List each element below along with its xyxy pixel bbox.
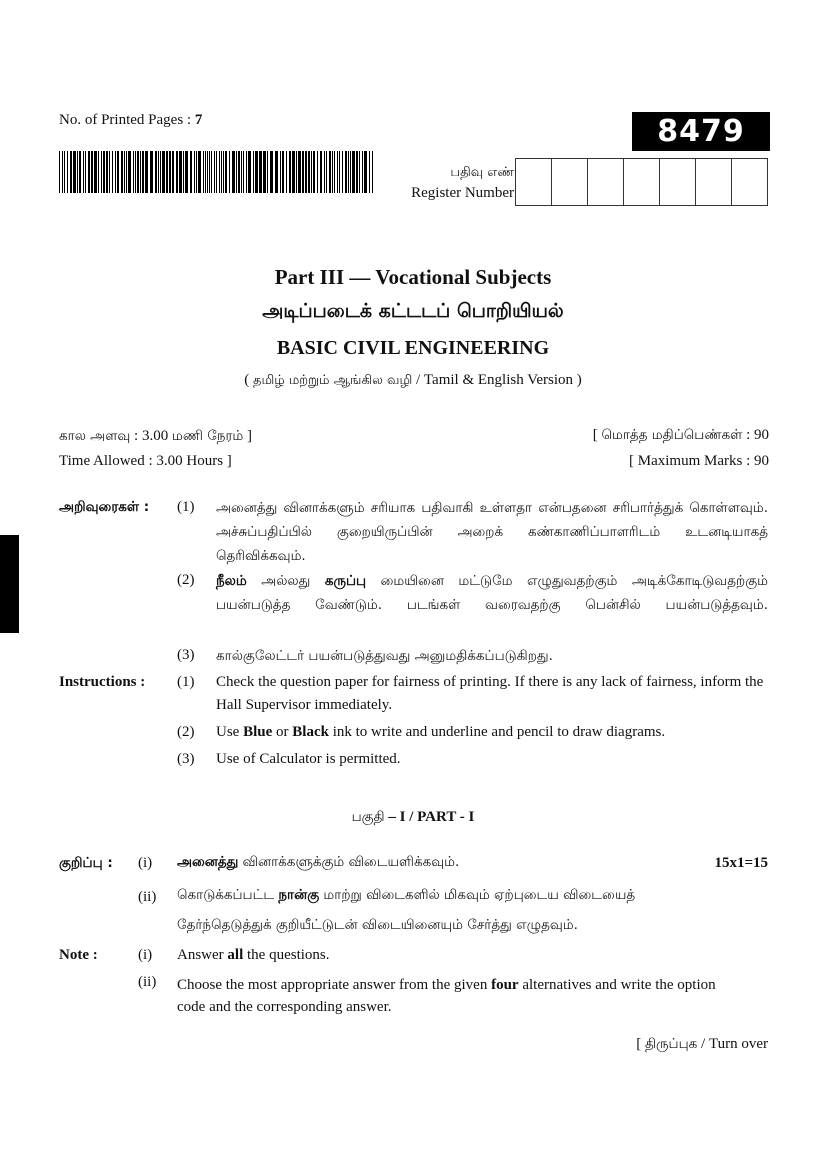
- part-heading-en: – I / PART - I: [384, 809, 475, 825]
- instr-en-2-pre: Use: [216, 724, 244, 740]
- version-ta: தமிழ் மற்றும் ஆங்கில வழி: [252, 373, 413, 388]
- instr-ta-2-bold2: கருப்பு: [324, 573, 367, 589]
- register-digit-box[interactable]: [588, 159, 624, 205]
- time-ta-label: கால அளவு: [59, 428, 131, 444]
- time-marks-ta: [59, 427, 769, 446]
- max-marks-en: [ Maximum Marks : 90: [629, 453, 769, 469]
- instr-ta-3-text: கால்குலேட்டர் பயன்படுத்துவது அனுமதிக்கப்படுகிறது.: [216, 648, 553, 664]
- instr-ta-1: [216, 496, 768, 568]
- instr-ta-2: [216, 569, 768, 617]
- marks-ta-label: மொத்த மதிப்பெண்கள்: [601, 427, 743, 443]
- note-en-1-pre: Answer: [177, 947, 228, 963]
- instr-en-num-1: (1): [177, 674, 195, 690]
- note-ta-label: [59, 854, 113, 873]
- instr-en-2-rest: ink to write and underline and pencil to draw diagrams.: [328, 724, 666, 740]
- printed-pages: [59, 112, 202, 129]
- instr-en-3: Use of Calculator is permitted.: [216, 751, 401, 767]
- register-label: [380, 162, 514, 204]
- version-en: / Tamil & English Version ): [412, 372, 582, 388]
- part-title: Part III — Vocational Subjects: [274, 265, 552, 289]
- barcode: [59, 151, 373, 193]
- turn-over-ta: திருப்புக: [644, 1036, 698, 1052]
- note-ta-2-pre: கொடுக்கப்பட்ட: [177, 887, 279, 903]
- part-heading-ta: பகுதி: [351, 809, 385, 825]
- time-allowed-ta: [59, 428, 252, 444]
- instr-ta-3: [216, 644, 768, 668]
- part-heading: [0, 809, 826, 827]
- note-en-2: [177, 974, 737, 1018]
- instr-ta-num-2: (2): [177, 572, 195, 588]
- time-allowed-en: Time Allowed : 3.00 Hours ]: [59, 453, 232, 469]
- time-ta-unit: மணி நேரம்: [171, 428, 244, 444]
- note-ta-1-bold: அனைத்து: [177, 854, 239, 870]
- register-digit-box[interactable]: [660, 159, 696, 205]
- note-en-1: [177, 947, 330, 964]
- instr-en-num-2: (2): [177, 724, 195, 740]
- note-ta-1-rest: வினாக்களுக்கும் விடையளிக்கவும்.: [238, 854, 460, 870]
- register-label-en: Register Number: [411, 185, 514, 201]
- marks-ta-open: [: [592, 427, 602, 443]
- section-marks: 15x1=15: [714, 855, 768, 871]
- register-digit-box[interactable]: [696, 159, 732, 205]
- note-ta-label-text: குறிப்பு :: [59, 855, 113, 871]
- marks-ta-value: : 90: [742, 427, 769, 443]
- instructions-ta-label-text: அறிவுரைகள் :: [59, 499, 150, 515]
- subject-title-en: BASIC CIVIL ENGINEERING: [276, 337, 550, 359]
- note-ta-2-rest: மாற்று விடைகளில் மிகவும் ஏற்புடைய விடையைத்: [319, 887, 636, 903]
- printed-pages-label: No. of Printed Pages :: [59, 112, 195, 128]
- note-ta-num-1: (i): [138, 855, 153, 871]
- instr-en-2-bold2: Black: [292, 724, 329, 740]
- instructions-ta-label: [59, 499, 149, 517]
- note-ta-1: [177, 853, 459, 872]
- instructions-en-label: Instructions :: [59, 674, 146, 690]
- turn-over-en: / Turn over: [697, 1036, 768, 1052]
- instr-ta-num-1: (1): [177, 499, 195, 515]
- register-label-ta: பதிவு எண்: [450, 165, 514, 180]
- instr-ta-1-text: அனைத்து வினாக்களும் சரியாக பதிவாகி உள்ளதா என்பதனை சரிபார்த்துக் கொள்ளவும். அச்சுப்பதிப்பில் குறையிருப்பின் அறைக் கண்காணிப்பாளரிடம் உடனடியாகத் தெரிவிக்கவும்.: [216, 500, 768, 564]
- time-ta-close: ]: [243, 428, 253, 444]
- note-ta-2-line2: [177, 916, 578, 935]
- max-marks-ta: [593, 427, 769, 445]
- note-en-1-rest: the questions.: [243, 947, 330, 963]
- note-ta-num-2: (ii): [138, 889, 157, 905]
- instr-ta-2-rest: மையினை மட்டுமே எழுதுவதற்கும் அடிக்கோடிடுவதற்கும் பயன்படுத்த வேண்டும். படங்கள் வரைவதற்கு பென்சில் பயன்படுத்தவும்.: [216, 573, 768, 613]
- instr-en-2-mid: or: [272, 724, 293, 740]
- register-digit-box[interactable]: [624, 159, 660, 205]
- register-digit-box[interactable]: [516, 159, 552, 205]
- note-en-2-rest: alternatives and write the option code and the corresponding answer.: [177, 977, 716, 1015]
- note-en-2-bold: four: [491, 977, 519, 993]
- time-marks-en: [59, 453, 769, 470]
- printed-pages-count: 7: [194, 112, 203, 128]
- note-en-2-pre: Choose the most appropriate answer from the given: [177, 977, 492, 993]
- instr-en-1: Check the question paper for fairness of printing. If there is any lack of fairness, inform the Hall Supervisor immediately.: [216, 674, 764, 713]
- instr-en-2-bold1: Blue: [243, 724, 273, 740]
- subject-title-ta: அடிப்படைக் கட்டடப் பொறியியல்: [262, 300, 564, 322]
- time-ta-value: : 3.00: [130, 428, 172, 444]
- instr-ta-num-3: (3): [177, 647, 195, 663]
- register-digit-box[interactable]: [552, 159, 588, 205]
- turn-over-open: [: [636, 1036, 645, 1052]
- note-en-label: Note :: [59, 947, 98, 963]
- register-number-grid[interactable]: [515, 158, 768, 206]
- note-en-num-2: (ii): [138, 974, 157, 990]
- note-ta-2-line2-text: தேர்ந்தெடுத்துக் குறியீட்டுடன் விடையினையும் சேர்த்து எழுதவும்.: [177, 917, 578, 933]
- note-en-num-1: (i): [138, 947, 153, 963]
- instr-ta-2-mid: அல்லது: [246, 573, 325, 589]
- version-line: [0, 372, 826, 389]
- turn-over: [636, 1036, 768, 1054]
- paper-code: 8479: [632, 112, 770, 151]
- note-en-1-bold: all: [227, 947, 244, 963]
- register-digit-box[interactable]: [732, 159, 767, 205]
- instr-en-2: [216, 720, 768, 744]
- instr-ta-2-bold1: நீலம்: [216, 573, 247, 589]
- margin-marker: [0, 535, 19, 633]
- version-open: (: [244, 372, 253, 388]
- instr-en-num-3: (3): [177, 751, 195, 767]
- note-ta-2-bold: நான்கு: [278, 887, 320, 903]
- note-ta-2-line1: [177, 886, 635, 905]
